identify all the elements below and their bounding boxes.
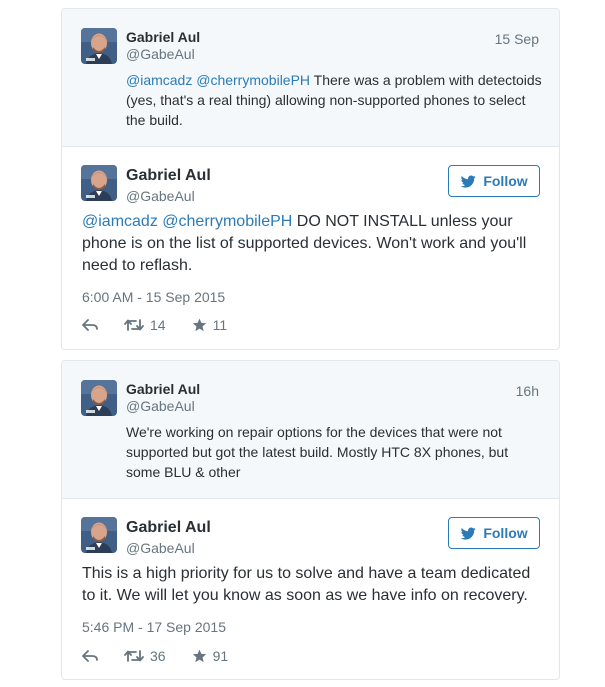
tweet-embed-card [61,8,560,350]
retweet-icon [124,318,144,332]
author-name[interactable]: Gabriel Aul [126,519,211,536]
like-button[interactable] [192,648,229,664]
tweet-body: There was a problem with detectoids (yes, that's a real thing) allowing non-supported phones to select the build. [126,72,542,128]
twitter-bird-icon [460,174,477,189]
parent-tweet[interactable] [62,361,559,499]
retweet-count: 14 [150,317,166,333]
tweet-embed-card [61,360,560,680]
retweet-button[interactable] [124,317,166,333]
retweet-icon [124,649,144,663]
like-count: 11 [212,317,228,333]
tweet-text: This is a high priority for us to solve and have a team dedicated to it. We will let you know as soon as we have info on recovery. [82,565,531,604]
tweet-actions [82,648,254,664]
author-handle[interactable]: @GabeAul [126,46,195,62]
star-icon [192,318,207,332]
mention-link[interactable]: @iamcadz [126,72,193,88]
author-name[interactable]: Gabriel Aul [126,29,201,45]
author-handle[interactable]: @GabeAul [126,398,195,414]
tweet-timestamp[interactable]: 16h [515,383,539,399]
parent-tweet-text: We're working on repair options for the devices that were not supported but got the latest build. Mostly HTC 8X phones, but some BLU & other [126,424,509,480]
follow-button[interactable] [448,165,540,197]
tweet-date[interactable]: 5:46 PM - 17 Sep 2015 [82,619,226,635]
like-button[interactable] [192,317,228,333]
follow-button-label: Follow [483,525,528,541]
avatar[interactable] [81,380,117,416]
retweet-count: 36 [150,648,166,664]
mention-link[interactable]: @cherrymobilePH [162,213,293,230]
star-icon [192,649,207,663]
reply-icon [82,649,98,663]
parent-tweet[interactable] [62,9,559,147]
mention-link[interactable]: @iamcadz [82,213,158,230]
tweet-date[interactable]: 6:00 AM - 15 Sep 2015 [82,289,226,305]
tweet-actions [82,317,253,333]
reply-button[interactable] [82,649,98,663]
tweet-timestamp[interactable]: 15 Sep [494,31,539,47]
avatar[interactable] [81,517,117,553]
author-name[interactable]: Gabriel Aul [126,381,201,397]
like-count: 91 [212,648,229,664]
twitter-bird-icon [460,526,477,541]
retweet-button[interactable] [124,648,166,664]
avatar[interactable] [81,28,117,64]
follow-button[interactable] [448,517,540,549]
reply-button[interactable] [82,318,98,332]
author-name[interactable]: Gabriel Aul [126,167,211,184]
author-handle[interactable]: @GabeAul [126,188,195,204]
avatar[interactable] [81,165,117,201]
tweet-text [82,211,542,277]
parent-tweet-text [126,70,546,130]
mention-link[interactable]: @cherrymobilePH [196,72,311,88]
follow-button-label: Follow [483,173,528,189]
reply-icon [82,318,98,332]
author-handle[interactable]: @GabeAul [126,540,195,556]
tweet-body: DO NOT INSTALL unless your phone is on the list of supported devices. Won't work and you'll need to reflash. [82,213,527,274]
